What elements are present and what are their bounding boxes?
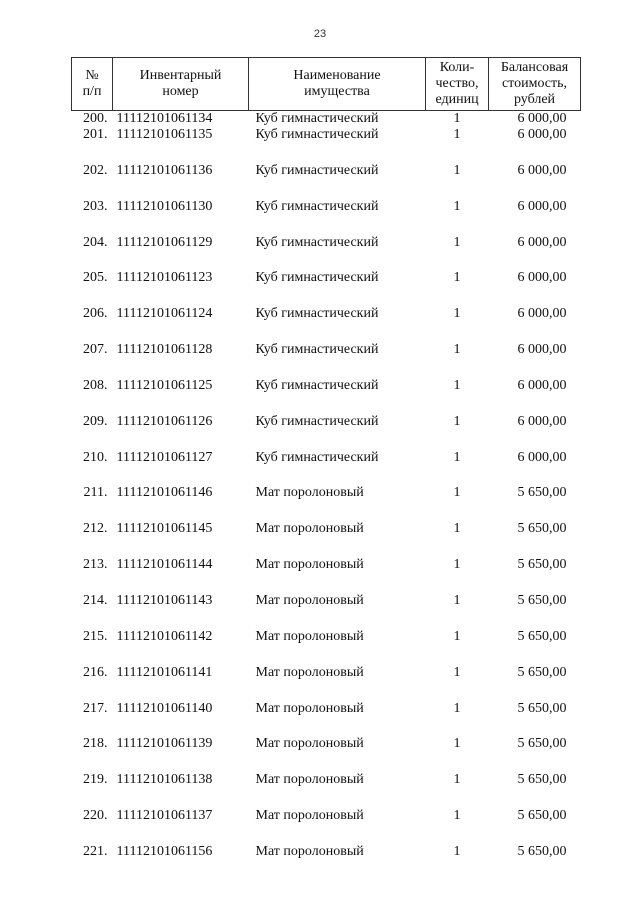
balance-cost: 6 000,00 [517,306,567,322]
quantity: 1 [453,127,461,142]
inventory-number: 11112101061134 [116,111,213,126]
inventory-number: 11112101061124 [116,306,213,322]
inventory-number: 11112101061138 [116,772,213,788]
row-number: 212. [83,521,108,537]
inventory-number: 11112101061146 [116,485,213,501]
inventory-number: 11112101061141 [116,664,213,680]
balance-cost: 6 000,00 [517,127,567,142]
table-row [72,557,581,593]
balance-cost: 5 650,00 [517,843,567,859]
property-name: Мат поролоновый [255,664,364,680]
property-name: Мат поролоновый [255,485,364,501]
inventory-number: 11112101061135 [116,127,213,142]
inventory-number: 11112101061143 [116,592,213,608]
row-number: 208. [83,377,108,393]
balance-cost: 5 650,00 [517,521,567,537]
inventory-table [71,57,581,880]
header-name-line: имущества [304,84,370,99]
header-qty-line: Коли- [439,60,475,75]
property-name: Куб гимнастический [255,162,379,178]
property-name: Мат поролоновый [255,628,364,644]
property-name: Куб гимнастический [255,270,379,286]
header-name-line: Наименование [293,68,381,83]
row-number: 209. [83,413,108,429]
property-name: Мат поролоновый [255,557,364,573]
table-row [72,844,581,880]
inventory-number: 11112101061144 [116,557,213,573]
table-row [72,378,581,414]
table-row [72,111,581,128]
inventory-number: 11112101061137 [116,808,213,824]
inventory-number: 11112101061145 [116,521,213,537]
property-name: Мат поролоновый [255,843,364,859]
property-name: Куб гимнастический [255,413,379,429]
row-number: 205. [83,270,108,286]
inventory-number: 11112101061127 [116,449,213,465]
header-cost-line: стоимость, [501,76,568,91]
row-number: 219. [83,772,108,788]
header-num-line: № [85,68,99,83]
balance-cost: 6 000,00 [517,162,567,178]
quantity: 1 [453,843,461,859]
table-row [72,736,581,772]
table-row [72,450,581,486]
quantity: 1 [453,377,461,393]
table-row [72,163,581,199]
balance-cost: 5 650,00 [517,772,567,788]
header-inventory-line: номер [162,84,199,99]
row-number: 218. [83,736,108,752]
balance-cost: 5 650,00 [517,628,567,644]
balance-cost: 5 650,00 [517,736,567,752]
balance-cost: 5 650,00 [517,700,567,716]
row-number: 206. [83,306,108,322]
row-number: 204. [83,234,108,250]
table-row [72,593,581,629]
quantity: 1 [453,664,461,680]
table-row [72,485,581,521]
table-row [72,772,581,808]
row-number: 207. [83,342,108,358]
quantity: 1 [453,772,461,788]
property-name: Мат поролоновый [255,700,364,716]
header-qty-line: чество, [435,76,479,91]
balance-cost: 6 000,00 [517,449,567,465]
row-number: 211. [83,485,108,501]
balance-cost: 5 650,00 [517,557,567,573]
inventory-number: 11112101061136 [116,162,213,178]
header-num [72,58,113,111]
quantity: 1 [453,413,461,429]
table-row [72,629,581,665]
quantity: 1 [453,342,461,358]
quantity: 1 [453,557,461,573]
table-row [72,199,581,235]
table-row [72,665,581,701]
quantity: 1 [453,808,461,824]
balance-cost: 6 000,00 [517,413,567,429]
header-qty-line: единиц [435,92,479,107]
inventory-number: 11112101061126 [116,413,213,429]
balance-cost: 6 000,00 [517,270,567,286]
balance-cost: 5 650,00 [517,485,567,501]
balance-cost: 6 000,00 [517,342,567,358]
table-row [72,235,581,271]
row-number: 213. [83,557,108,573]
quantity: 1 [453,198,461,214]
inventory-number: 11112101061129 [116,234,213,250]
balance-cost: 5 650,00 [517,592,567,608]
header-cost-line: рублей [513,92,556,107]
row-number: 216. [83,664,108,680]
table-row [72,127,581,163]
inventory-number: 11112101061139 [116,736,213,752]
row-number: 220. [83,808,108,824]
inventory-number: 11112101061130 [116,198,213,214]
balance-cost: 5 650,00 [517,808,567,824]
quantity: 1 [453,306,461,322]
header-cost-line: Балансовая [500,60,569,75]
row-number: 203. [83,198,108,214]
table-row [72,306,581,342]
header-inventory-number [113,58,249,111]
quantity: 1 [453,234,461,250]
quantity: 1 [453,162,461,178]
property-name: Куб гимнастический [255,198,379,214]
row-number: 210. [83,449,108,465]
page-number: 23 [313,28,327,40]
property-name: Куб гимнастический [255,342,379,358]
quantity: 1 [453,736,461,752]
property-name: Куб гимнастический [255,306,379,322]
property-name: Мат поролоновый [255,521,364,537]
row-number: 202. [83,162,108,178]
quantity: 1 [453,111,461,126]
header-balance-cost [489,58,581,111]
row-number: 221. [83,843,108,859]
quantity: 1 [453,592,461,608]
property-name: Куб гимнастический [255,377,379,393]
table-row [72,414,581,450]
row-number: 200. [83,111,108,126]
row-number: 201. [83,127,108,142]
quantity: 1 [453,270,461,286]
quantity: 1 [453,700,461,716]
balance-cost: 5 650,00 [517,664,567,680]
row-number: 217. [83,700,108,716]
header-num-line: п/п [82,84,102,99]
inventory-number: 11112101061140 [116,700,213,716]
inventory-number: 11112101061128 [116,342,213,358]
table-row [72,521,581,557]
row-number: 215. [83,628,108,644]
inventory-number: 11112101061123 [116,270,213,286]
table-row [72,808,581,844]
inventory-number: 11112101061156 [116,843,213,859]
table-row [72,270,581,306]
quantity: 1 [453,449,461,465]
balance-cost: 6 000,00 [517,198,567,214]
quantity: 1 [453,628,461,644]
property-name: Куб гимнастический [255,127,379,142]
quantity: 1 [453,485,461,501]
property-name: Куб гимнастический [255,111,379,126]
property-name: Куб гимнастический [255,234,379,250]
header-property-name [249,58,426,111]
table-row [72,701,581,737]
inventory-number: 11112101061142 [116,628,213,644]
inventory-number: 11112101061125 [116,377,213,393]
quantity: 1 [453,521,461,537]
balance-cost: 6 000,00 [517,111,567,126]
balance-cost: 6 000,00 [517,377,567,393]
row-number: 214. [83,592,108,608]
property-name: Мат поролоновый [255,808,364,824]
table-header-row [72,58,581,111]
header-quantity [426,58,489,111]
property-name: Куб гимнастический [255,449,379,465]
property-name: Мат поролоновый [255,592,364,608]
property-name: Мат поролоновый [255,772,364,788]
balance-cost: 6 000,00 [517,234,567,250]
header-inventory-line: Инвентарный [139,68,222,83]
table-row [72,342,581,378]
property-name: Мат поролоновый [255,736,364,752]
